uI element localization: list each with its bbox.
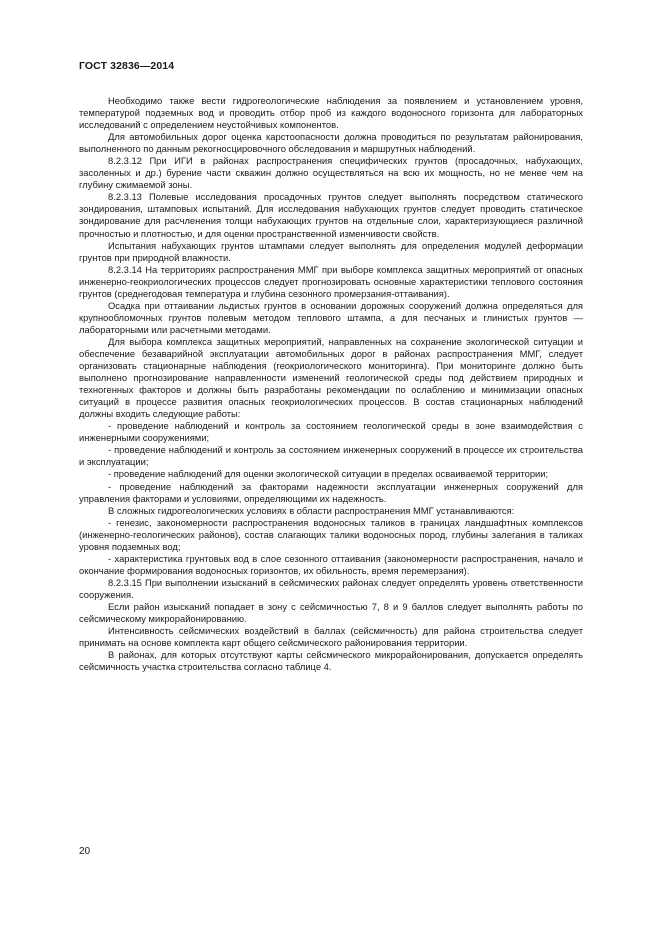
page-number: 20	[79, 846, 91, 857]
list-item: - проведение наблюдений и контроль за состоянием геологической среды в зоне взаимодействия с инженерными сооружениями;	[79, 420, 583, 444]
paragraph: Интенсивность сейсмических воздействий в баллах (сейсмичность) для района строительства следует принимать на основе комплекта карт общего сейсмического районирования территории.	[79, 625, 583, 649]
paragraph: Для выбора комплекса защитных мероприятий, направленных на сохранение экологической ситуации и обеспечение безаварийной эксплуатации автомобильных дорог в районах распространения ММГ, следует организовать стационарные наблюдения (геокриологического мониторинга). При мониторинге должно быть выполнено прогнозирование направленности изменений геологической среды под действием природных и техногенных факторов и должны быть разработаны рекомендации по ослаблению и минимизации опасных ситуаций в процессе развития опасных геокриологических процессов. В состав стационарных наблюдений должны входить следующие работы:	[79, 335, 583, 420]
paragraph: Для автомобильных дорог оценка карстоопасности должна проводиться по результатам районирования, выполненного по данным рекогносцировочного обследования и маршрутных наблюдений.	[79, 131, 583, 155]
paragraph: В районах, для которых отсутствуют карты сейсмического микрорайонирования, допускается определять сейсмичность участка строительства согласно таблице 4.	[79, 649, 583, 673]
paragraph: 8.2.3.13 Полевые исследования просадочных грунтов следует выполнять посредством статического зондирования, штамповых испытаний. Для исследования набухающих грунтов следует проводить статическое зондирование для расчленения толщи набухающих грунтов на отдельные слои, характеризующиеся различной прочностью и плотностью, и для оценки пространственной изменчивости свойств.	[79, 191, 583, 239]
document-header: ГОСТ 32836—2014	[79, 60, 175, 72]
paragraph: 8.2.3.12 При ИГИ в районах распространения специфических грунтов (просадочных, набухающих, засоленных и др.) бурение части скважин должно осуществляться на всю их мощность, но не менее чем на глубину сжимаемой зоны.	[79, 155, 583, 191]
list-item: - характеристика грунтовых вод в слое сезонного оттаивания (закономерности распространения, начало и окончание формирования водоносных горизонтов, их обильность, время перемерзания).	[79, 552, 583, 576]
paragraph: 8.2.3.15 При выполнении изысканий в сейсмических районах следует определять уровень ответственности сооружения.	[79, 576, 583, 600]
list-item: - генезис, закономерности распространения водоносных таликов в границах ландшафтных комплексов (инженерно-геологических районов), состав слагающих талики водоносных пород, глубины залегания в таликах уровня подземных вод;	[79, 516, 583, 552]
list-item: - проведение наблюдений для оценки экологической ситуации в пределах осваиваемой территории;	[108, 468, 549, 480]
document-body	[79, 95, 583, 673]
paragraph: 8.2.3.14 На территориях распространения ММГ при выборе комплекса защитных мероприятий от опасных инженерно-геокриологических процессов следует прогнозировать основные характеристики теплового состояния грунтов (среднегодовая температура и глубина сезонного промерзания-оттаивания).	[79, 263, 583, 299]
list-item: - проведение наблюдений за факторами надежности эксплуатации инженерных сооружений для управления факторами и условиями, определяющими их надежность.	[79, 480, 583, 504]
list-item: - проведение наблюдений и контроль за состоянием инженерных сооружений в процессе их строительства и эксплуатации;	[79, 444, 583, 468]
paragraph: Необходимо также вести гидрогеологические наблюдения за появлением и установлением уровня, температурой подземных вод и проводить отбор проб из каждого водоносного горизонта для лабораторных исследований с определением неустойчивых компонентов.	[79, 95, 583, 131]
paragraph: В сложных гидрогеологических условиях в области распространения ММГ устанавливаются:	[108, 504, 515, 516]
paragraph: Испытания набухающих грунтов штампами следует выполнять для определения модулей деформации грунтов при природной влажности.	[79, 239, 583, 263]
paragraph: Осадка при оттаивании льдистых грунтов в основании дорожных сооружений должна определяться для крупнообломочных грунтов полевым методом теплового штампа, а для песчаных и глинистых грунтов — лабораторными или расчетными методами.	[79, 299, 583, 335]
paragraph: Если район изысканий попадает в зону с сейсмичностью 7, 8 и 9 баллов следует выполнять работы по сейсмическому микрорайонированию.	[79, 600, 583, 625]
